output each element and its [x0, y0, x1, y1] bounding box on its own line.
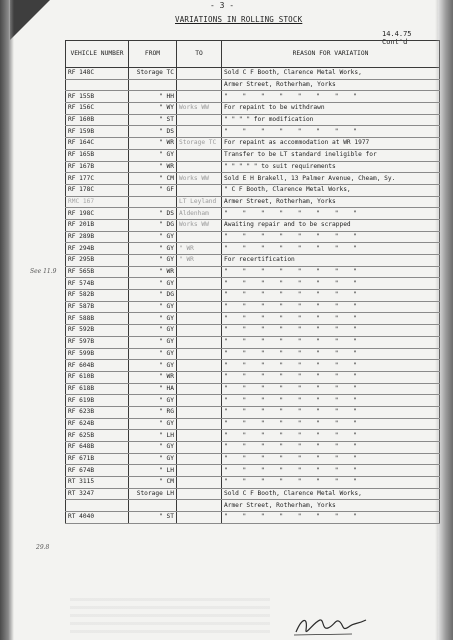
vehicle-number-cell: RF 618B — [66, 383, 129, 395]
reason-cell: For recertification — [222, 255, 440, 267]
reason-cell: Transfer to be LT standard ineligible for — [222, 149, 440, 161]
to-cell — [177, 336, 222, 348]
from-cell: " WR — [129, 138, 177, 150]
reason-cell: " " " " " " " " — [222, 313, 440, 325]
table-header-row — [66, 41, 440, 68]
reason-cell: Sold C F Booth, Clarence Metal Works, — [222, 488, 440, 500]
from-cell: " GY — [129, 278, 177, 290]
vehicle-number-cell: RF 592B — [66, 325, 129, 337]
reason-cell: " " " " " " " " — [222, 325, 440, 337]
table-row — [66, 301, 440, 313]
reason-cell: " " " " " " " " — [222, 512, 440, 524]
table-row — [66, 68, 440, 80]
vehicle-number-cell: RF 155B — [66, 91, 129, 103]
reason-cell: " " " " " " " " — [222, 406, 440, 418]
table-row — [66, 196, 440, 208]
from-cell: " GY — [129, 453, 177, 465]
vehicle-number-cell: RF 198C — [66, 208, 129, 220]
table-row — [66, 465, 440, 477]
from-cell: " GY — [129, 348, 177, 360]
to-cell — [177, 371, 222, 383]
vehicle-number-cell: RF 201B — [66, 219, 129, 231]
vehicle-number-cell: RF 294B — [66, 243, 129, 255]
to-cell — [177, 406, 222, 418]
to-cell — [177, 360, 222, 372]
reason-cell: Armer Street, Rotherham, Yorks — [222, 196, 440, 208]
to-cell — [177, 395, 222, 407]
reason-cell: Armer Street, Rotherham, Yorks — [222, 79, 440, 91]
table-row — [66, 477, 440, 489]
vehicle-number-cell: RF 574B — [66, 278, 129, 290]
to-cell — [177, 79, 222, 91]
table-row — [66, 395, 440, 407]
to-cell: Storage TC — [177, 138, 222, 150]
from-cell: Storage LH — [129, 488, 177, 500]
to-cell — [177, 114, 222, 126]
from-cell: " WY — [129, 103, 177, 115]
to-cell — [177, 465, 222, 477]
margin-note-2: 29.8 — [36, 544, 50, 551]
to-cell — [177, 91, 222, 103]
rolling-stock-table — [65, 40, 440, 524]
to-cell: " WR — [177, 243, 222, 255]
document-date: 14.4.75 Cont'd — [382, 30, 412, 46]
reason-cell: " " " " " " " " — [222, 278, 440, 290]
vehicle-number-cell: RF 565B — [66, 266, 129, 278]
vehicle-number-cell: RF 587B — [66, 301, 129, 313]
table-row — [66, 418, 440, 430]
table-row — [66, 138, 440, 150]
table-row — [66, 512, 440, 524]
to-cell — [177, 348, 222, 360]
table-row — [66, 336, 440, 348]
to-cell — [177, 512, 222, 524]
to-cell: Works WW — [177, 219, 222, 231]
from-cell: " WR — [129, 266, 177, 278]
vehicle-number-cell: RF 164C — [66, 138, 129, 150]
table-row — [66, 430, 440, 442]
to-cell — [177, 184, 222, 196]
vehicle-number-cell: RF 623B — [66, 406, 129, 418]
table-row — [66, 406, 440, 418]
from-cell: " DS — [129, 126, 177, 138]
to-cell: LT Leyland — [177, 196, 222, 208]
to-cell — [177, 477, 222, 489]
from-cell: " GF — [129, 184, 177, 196]
reason-cell: For repaint as accommodation at WR 1977 — [222, 138, 440, 150]
reason-cell: For repaint to be withdrawn — [222, 103, 440, 115]
to-cell — [177, 325, 222, 337]
header-to: TO — [177, 41, 222, 68]
document-page — [10, 0, 438, 640]
to-cell — [177, 418, 222, 430]
from-cell: " DG — [129, 290, 177, 302]
to-cell — [177, 301, 222, 313]
table-row — [66, 488, 440, 500]
reason-cell: " " " " for modification — [222, 114, 440, 126]
faded-footer-text — [70, 598, 270, 638]
from-cell: " GY — [129, 442, 177, 454]
from-cell: " GY — [129, 313, 177, 325]
from-cell: " GY — [129, 325, 177, 337]
to-cell: Works WW — [177, 103, 222, 115]
vehicle-number-cell: RF 289B — [66, 231, 129, 243]
table-row — [66, 114, 440, 126]
to-cell: Aldenham — [177, 208, 222, 220]
table-row — [66, 255, 440, 267]
from-cell: " GY — [129, 395, 177, 407]
vehicle-number-cell: RF 648B — [66, 442, 129, 454]
from-cell: " WR — [129, 161, 177, 173]
vehicle-number-cell: RF 177C — [66, 173, 129, 185]
reason-cell: " " " " " " " " — [222, 243, 440, 255]
reason-cell: " " " " " " " " — [222, 290, 440, 302]
vehicle-number-cell: RF 599B — [66, 348, 129, 360]
vehicle-number-cell: RF 159B — [66, 126, 129, 138]
from-cell: " GY — [129, 243, 177, 255]
reason-cell: " " " " " " " " — [222, 348, 440, 360]
to-cell: " WR — [177, 255, 222, 267]
scan-left-edge — [0, 0, 14, 640]
vehicle-number-cell: RF 582B — [66, 290, 129, 302]
vehicle-number-cell: RF 625B — [66, 430, 129, 442]
vehicle-number-cell: RF 610B — [66, 371, 129, 383]
reason-cell: " " " " " " " " — [222, 336, 440, 348]
vehicle-number-cell: RMC 167 — [66, 196, 129, 208]
vehicle-number-cell: RF 295B — [66, 255, 129, 267]
from-cell: " GY — [129, 149, 177, 161]
from-cell: " ST — [129, 114, 177, 126]
to-cell — [177, 453, 222, 465]
to-cell — [177, 149, 222, 161]
table-row — [66, 442, 440, 454]
from-cell: " CM — [129, 477, 177, 489]
table-row — [66, 219, 440, 231]
reason-cell: " " " " " " " " — [222, 301, 440, 313]
to-cell — [177, 313, 222, 325]
to-cell — [177, 383, 222, 395]
header-vehicle-number: VEHICLE NUMBER — [66, 41, 129, 68]
header-reason: REASON FOR VARIATION — [222, 41, 440, 68]
table-row — [66, 371, 440, 383]
table-row — [66, 161, 440, 173]
margin-note-1: See 11.9 — [30, 268, 57, 275]
reason-cell: Sold C F Booth, Clarence Metal Works, — [222, 68, 440, 80]
to-cell — [177, 278, 222, 290]
from-cell: " DS — [129, 208, 177, 220]
reason-cell: " " " " " " " " — [222, 208, 440, 220]
reason-cell: " " " " " " " " — [222, 126, 440, 138]
reason-cell: Awaiting repair and to be scrapped — [222, 219, 440, 231]
reason-cell: " " " " " " " " — [222, 453, 440, 465]
table-row — [66, 325, 440, 337]
vehicle-number-cell: RF 671B — [66, 453, 129, 465]
from-cell: Storage TC — [129, 68, 177, 80]
from-cell — [129, 79, 177, 91]
scan-right-edge — [435, 0, 453, 640]
from-cell: " LH — [129, 430, 177, 442]
reason-cell: " " " " " " " " — [222, 371, 440, 383]
reason-cell: " C F Booth, Clarence Metal Works, — [222, 184, 440, 196]
vehicle-number-cell: RT 3115 — [66, 477, 129, 489]
from-cell: " GY — [129, 360, 177, 372]
table-row — [66, 278, 440, 290]
table-row — [66, 184, 440, 196]
table-row — [66, 103, 440, 115]
page-corner-shadow — [10, 0, 50, 40]
table-row — [66, 243, 440, 255]
table-row — [66, 231, 440, 243]
from-cell — [129, 196, 177, 208]
reason-cell: Sold E H Brakell, 13 Palmer Avenue, Cheam, Sy. — [222, 173, 440, 185]
reason-cell: " " " " " " " " — [222, 465, 440, 477]
table-row — [66, 266, 440, 278]
document-title: VARIATIONS IN ROLLING STOCK — [175, 15, 303, 24]
signature-mark — [292, 612, 370, 638]
vehicle-number-cell — [66, 79, 129, 91]
reason-cell: " " " " " " " " — [222, 266, 440, 278]
to-cell — [177, 161, 222, 173]
vehicle-number-cell: RF 165B — [66, 149, 129, 161]
from-cell: " GY — [129, 336, 177, 348]
to-cell: Works WW — [177, 173, 222, 185]
reason-cell: " " " " " " " " — [222, 383, 440, 395]
table-row — [66, 126, 440, 138]
vehicle-number-cell: RF 624B — [66, 418, 129, 430]
to-cell — [177, 442, 222, 454]
reason-cell: " " " " " " " " — [222, 395, 440, 407]
table-row — [66, 149, 440, 161]
from-cell: " WR — [129, 371, 177, 383]
vehicle-number-cell: RT 3247 — [66, 488, 129, 500]
to-cell — [177, 290, 222, 302]
reason-cell: " " " " " " " " — [222, 430, 440, 442]
vehicle-number-cell: RF 588B — [66, 313, 129, 325]
to-cell — [177, 500, 222, 512]
from-cell: " RG — [129, 406, 177, 418]
from-cell: " ST — [129, 512, 177, 524]
vehicle-number-cell: RF 674B — [66, 465, 129, 477]
to-cell — [177, 488, 222, 500]
table-row — [66, 453, 440, 465]
table-body — [66, 68, 440, 524]
vehicle-number-cell: RF 597B — [66, 336, 129, 348]
vehicle-number-cell: RF 178C — [66, 184, 129, 196]
table-row — [66, 173, 440, 185]
reason-cell: " " " " " " " " — [222, 231, 440, 243]
table-row — [66, 383, 440, 395]
to-cell — [177, 68, 222, 80]
from-cell: " LH — [129, 465, 177, 477]
table-row — [66, 348, 440, 360]
from-cell: " GY — [129, 418, 177, 430]
from-cell: " GY — [129, 301, 177, 313]
vehicle-number-cell: RF 167B — [66, 161, 129, 173]
vehicle-number-cell: RF 148C — [66, 68, 129, 80]
table-row — [66, 79, 440, 91]
page-number: - 3 - — [210, 1, 235, 10]
vehicle-number-cell: RF 604B — [66, 360, 129, 372]
reason-cell: " " " " " " " " — [222, 91, 440, 103]
header-from: FROM — [129, 41, 177, 68]
from-cell: " CM — [129, 173, 177, 185]
from-cell — [129, 500, 177, 512]
vehicle-number-cell: RF 156C — [66, 103, 129, 115]
table-row — [66, 208, 440, 220]
reason-cell: " " " " " " " " — [222, 442, 440, 454]
reason-cell: " " " " " " " " — [222, 477, 440, 489]
from-cell: " DG — [129, 219, 177, 231]
vehicle-number-cell — [66, 500, 129, 512]
from-cell: " GY — [129, 231, 177, 243]
to-cell — [177, 126, 222, 138]
from-cell: " HH — [129, 91, 177, 103]
table-row — [66, 500, 440, 512]
reason-cell: " " " " " " " " — [222, 418, 440, 430]
reason-cell: " " " " " to suit requirements — [222, 161, 440, 173]
to-cell — [177, 266, 222, 278]
reason-cell: Armer Street, Rotherham, Yorks — [222, 500, 440, 512]
from-cell: " GY — [129, 255, 177, 267]
vehicle-number-cell: RF 160B — [66, 114, 129, 126]
table-row — [66, 360, 440, 372]
to-cell — [177, 430, 222, 442]
table-row — [66, 313, 440, 325]
from-cell: " HA — [129, 383, 177, 395]
table-row — [66, 290, 440, 302]
vehicle-number-cell: RT 4040 — [66, 512, 129, 524]
to-cell — [177, 231, 222, 243]
table-row — [66, 91, 440, 103]
vehicle-number-cell: RF 619B — [66, 395, 129, 407]
reason-cell: " " " " " " " " — [222, 360, 440, 372]
